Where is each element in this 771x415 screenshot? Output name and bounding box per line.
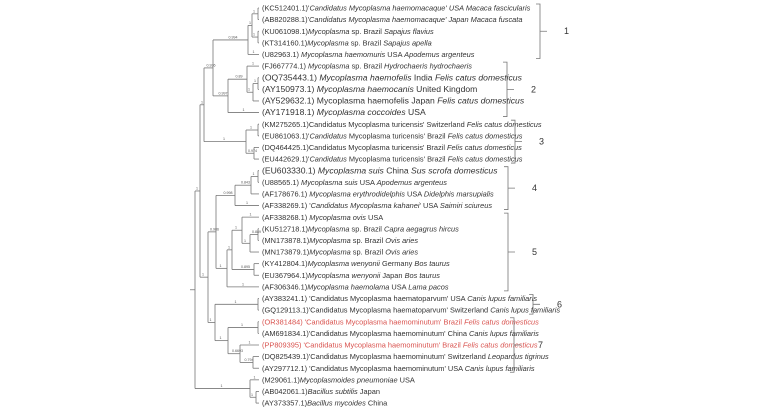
taxon-name-part: Mycoplasma haemofelis <box>316 72 412 83</box>
taxon-label <box>262 259 450 268</box>
taxon-name-part: Canis lupus familiaris <box>464 363 535 373</box>
support-value: 0.936 <box>206 63 216 68</box>
taxon-name-part: 'Candidatus Mycoplasma haematoparvum' Switzerland <box>308 305 491 315</box>
taxon-label <box>262 131 523 140</box>
taxon-name-part: Bacillus mycoides <box>307 398 366 408</box>
support-value: 0.89 <box>235 74 243 79</box>
accession: (AF178676.1) <box>262 189 308 199</box>
taxon-label <box>262 352 549 361</box>
taxon-name-part: 'Candidatus Mycoplasma haemominutum' Switzerland <box>308 352 488 362</box>
taxon-label <box>262 341 538 350</box>
taxon-name-part: China <box>383 165 412 176</box>
taxon-label <box>262 178 447 187</box>
taxon-name-part: Leopardus tigrinus <box>487 352 549 362</box>
taxon-name-part: Mycoplasma <box>309 247 351 257</box>
taxon-label <box>262 317 539 326</box>
taxon-name-part: Hydrochaeris hydrochaeris <box>384 61 472 71</box>
clade-label: 3 <box>539 136 545 147</box>
accession: (AY529632.1) <box>262 95 315 106</box>
taxon-name-part: Mycoplasma haemolama <box>307 282 390 292</box>
support-value: 1 <box>248 87 250 92</box>
taxon-name-part: sp. Brazil <box>349 224 384 234</box>
support-value: 1 <box>209 317 212 322</box>
taxon-label <box>262 155 523 164</box>
clade-label: 7 <box>538 339 544 350</box>
support-value: 1 <box>244 238 246 243</box>
clade-label: 1 <box>564 26 570 37</box>
taxon-name-part: Sapajus flavius <box>384 26 434 36</box>
taxon-label <box>262 62 472 71</box>
taxon-label <box>262 72 523 82</box>
taxon-name-part: USA <box>404 189 424 199</box>
taxon-label <box>262 329 539 338</box>
support-value: 1 <box>249 212 252 217</box>
accession: (OQ735443.1) <box>262 72 317 83</box>
accession: (DQ464425.1) <box>262 143 309 153</box>
taxon-name-part: Mycoplasma <box>309 236 351 245</box>
taxon-label <box>262 271 440 280</box>
taxon-name-part: Candidatus <box>309 3 347 13</box>
taxon-label <box>262 201 492 210</box>
taxon-label <box>262 294 537 303</box>
taxon-name-part: Saimiri sciureus <box>439 201 493 211</box>
taxon-label <box>262 107 426 117</box>
accession: (KU512718.1) <box>262 224 309 234</box>
taxon-label <box>262 236 418 245</box>
taxon-name-part: Sus scrofa domesticus <box>411 165 498 176</box>
taxon-name-part: Canis lupus familiaris <box>467 294 538 304</box>
accession: (KY412804.1) <box>262 259 308 269</box>
taxon-label <box>262 375 415 384</box>
taxon-label <box>262 15 522 24</box>
taxon-name-part: Felis catus domesticus <box>466 119 542 129</box>
support-value: 1 <box>223 137 225 142</box>
taxon-name-part: Bos taurus <box>414 259 450 269</box>
accession: (KU061098.1) <box>262 26 309 36</box>
taxon-label <box>262 387 380 396</box>
accession: (FJ667774.1) <box>262 61 306 71</box>
taxon-name-part: Felis catus domesticus <box>462 340 538 350</box>
taxon-name-part: Macaca fascicularis <box>465 3 531 13</box>
taxon-name-part: Sapajus apella <box>383 38 432 48</box>
taxon-name-part: sp. Brazil <box>349 26 384 36</box>
support-value: 0.994 <box>228 35 238 40</box>
support-value: 1 <box>219 336 222 341</box>
support-value: 1 <box>249 20 251 25</box>
taxon-name-part: Mycoplasma suis <box>315 165 384 176</box>
support-value: 0.843 <box>241 180 250 185</box>
taxon-name-part: ' USA <box>419 201 440 211</box>
taxon-name-part: Capra aegagrus hircus <box>384 224 459 234</box>
taxon-name-part: ' <box>307 201 311 211</box>
support-value: 1 <box>251 392 253 397</box>
support-value: 1 <box>201 100 203 105</box>
accession: (U82963.1) <box>262 50 299 60</box>
taxon-name-part: ' <box>308 131 310 141</box>
accession: (EU442629.1) <box>262 154 309 164</box>
taxon-name-part: China <box>365 398 388 408</box>
support-value: 1 <box>242 108 245 113</box>
accession: (AY171918.1) <box>262 107 315 118</box>
support-value: 0.986 <box>210 227 219 232</box>
taxon-label <box>262 50 475 59</box>
support-value: 1 <box>234 299 237 304</box>
clade-label: 4 <box>532 183 538 194</box>
support-value: 0.895 <box>241 264 250 269</box>
taxon-label <box>262 120 542 129</box>
taxon-name-part: Candidatus Mycoplasma turicensis' Brazil <box>308 143 448 153</box>
accession: (PP809395) <box>262 340 302 350</box>
clade-label: 6 <box>557 299 563 310</box>
taxon-name-part: Felis catus domesticus <box>437 95 525 106</box>
accession: (DQ825439.1) <box>262 352 309 362</box>
taxon-name-part: ' <box>308 154 310 164</box>
taxon-name-part: Mycoplasma wenyonii <box>308 270 381 280</box>
taxon-name-part: ' <box>308 3 310 13</box>
clade-bracket <box>504 213 515 291</box>
taxon-name-part: sp. Brazil <box>350 236 386 245</box>
support-value: 1 <box>196 186 198 191</box>
taxon-name-part: sp. Brazil <box>350 247 386 257</box>
taxon-name-part: Mycoplasma turicensis' Brazil <box>346 154 448 164</box>
accession: (AY373357.1) <box>262 398 308 408</box>
taxon-name-part: Mycoplasma <box>307 38 349 48</box>
taxon-name-part: Germany <box>379 259 415 269</box>
taxon-name-part: sp. Brazil <box>349 61 385 71</box>
taxon-name-part: India <box>411 72 435 83</box>
taxon-name-part: Bacillus subtilis <box>307 387 358 397</box>
taxon-name-part: USA <box>397 375 415 385</box>
taxon-name-part: Canis lupus familiaris <box>490 305 561 315</box>
support-value: 1 <box>219 263 222 268</box>
taxon-name-part: Candidatus <box>309 15 347 25</box>
support-value: 1 <box>242 282 244 287</box>
taxon-name-part: Felis catus domesticus <box>447 131 523 141</box>
taxon-name-part: 'Candidatus Mycoplasma haemominutum' China <box>308 328 469 338</box>
accession: (MN173878.1) <box>262 236 310 245</box>
accession: (KC512401.1) <box>262 3 309 13</box>
taxon-name-part: Apodemus argenteus <box>376 177 447 187</box>
taxon-name-part: sp. Brazil <box>348 38 384 48</box>
clade-bracket <box>536 4 547 58</box>
support-value: 1 <box>202 272 204 277</box>
support-value: 1 <box>252 171 255 176</box>
taxon-name-part: Ovis aries <box>385 236 419 245</box>
accession: (M29061.1) <box>262 375 300 385</box>
taxon-name-part: Felis catus domesticus <box>447 154 523 164</box>
support-value: 0.997 <box>218 91 228 96</box>
taxon-name-part: Ovis aries <box>385 247 419 257</box>
taxon-label <box>262 27 434 36</box>
accession: (AM691834.1) <box>262 328 309 338</box>
accession: (EU603330.1) <box>262 165 316 176</box>
taxon-name-part: Japan <box>380 270 405 280</box>
taxon-name-part: Felis catus domesticus <box>464 317 539 327</box>
accession: (KM275265.1) <box>262 119 309 129</box>
clade-bracket <box>504 167 515 210</box>
taxon-label <box>262 190 494 199</box>
support-value: 0.794 <box>244 357 254 362</box>
support-value: 0.974 <box>248 148 257 153</box>
taxon-label <box>262 38 432 47</box>
taxon-name-part: Mycoplasma haemocanis <box>314 83 414 94</box>
taxon-name-part: Macaca fuscata <box>470 15 523 25</box>
accession: (EU861063.1) <box>262 131 309 141</box>
taxon-name-part: USA <box>365 212 384 222</box>
taxon-label <box>262 84 477 94</box>
taxon-name-part: USA <box>389 282 409 292</box>
taxon-name-part: Felis catus domesticus <box>447 143 522 153</box>
accession: (AF338269.1) <box>262 201 308 211</box>
taxon-name-part: USA <box>405 107 426 118</box>
taxon-label <box>262 282 449 291</box>
clade-label: 5 <box>532 247 538 258</box>
accession: (U88565.1) <box>262 177 299 187</box>
accession: (KT314160.1) <box>262 38 308 48</box>
support-value: 1 <box>253 32 255 37</box>
accession: (AB820288.1) <box>262 15 308 25</box>
accession: (AB042061.1) <box>262 387 308 397</box>
taxon-name-part: 'Candidatus Mycoplasma haemominutum' Brazil <box>301 340 463 350</box>
taxon-label <box>262 364 535 373</box>
clade-label: 2 <box>531 84 537 95</box>
taxon-name-part: Didelphis marsupialis <box>423 189 494 199</box>
taxon-name-part: 'Candidatus Mycoplasma haemominutum' Brazil <box>302 317 465 327</box>
accession: (AY297712.1) <box>262 363 308 373</box>
taxon-name-part: Candidatus <box>309 154 347 164</box>
taxon-label <box>262 399 388 408</box>
taxon-name-part: Apodemus argenteus <box>404 50 475 60</box>
support-value: 1 <box>253 9 255 14</box>
taxon-name-part: Lama pacos <box>408 282 449 292</box>
accession: (EU367964.1) <box>262 270 309 280</box>
taxon-name-part: Japan <box>408 95 438 106</box>
accession: (AY150973.1) <box>262 83 315 94</box>
taxon-name-part: Mycoplasma ovis <box>307 212 366 222</box>
accession: (MN173879.1) <box>262 247 310 257</box>
support-value: 1 <box>246 201 248 206</box>
taxon-label <box>262 224 459 233</box>
taxon-name-part: 'Candidatus Mycoplasma haematoparvum' USA <box>307 294 468 304</box>
accession: (AF306346.1) <box>262 282 308 292</box>
accession: (GQ129113.1) <box>262 305 309 315</box>
taxon-name-part: Felis catus domesticus <box>434 72 522 83</box>
taxon-name-part: Mycoplasma <box>308 26 350 36</box>
accession: (AY383241.1) <box>262 294 308 304</box>
taxon-name-part: Mycoplasma erythrodidelphis <box>307 189 405 199</box>
taxon-name-part: Candidatus <box>309 131 347 141</box>
taxon-name-part: Canis lupus familiaris <box>469 328 539 338</box>
support-value: 0.998 <box>223 190 233 195</box>
taxon-label <box>262 165 498 175</box>
taxon-name-part: Candidatus Mycoplasma turicensis' Switzerland <box>308 119 467 129</box>
taxon-label <box>262 143 522 152</box>
taxon-name-part: Mycoplasma wenyonii <box>307 259 380 269</box>
taxon-name-part: USA <box>385 50 405 60</box>
support-value: 0.6693 <box>232 349 243 354</box>
support-value: 1 <box>228 245 230 250</box>
support-value: 1 <box>220 384 223 389</box>
support-value: 1 <box>252 49 255 54</box>
taxon-name-part: Mycoplasma haemomacaque' Japan <box>346 15 471 25</box>
support-value: 1 <box>250 125 252 130</box>
taxon-name-part: Mycoplasma coccoides <box>314 107 406 118</box>
taxon-name-part: Japan <box>357 387 380 397</box>
taxon-name-part: Mycoplasma <box>308 224 350 234</box>
taxon-name-part: Mycoplasma haemomuris <box>298 50 386 60</box>
taxon-label <box>262 248 418 257</box>
taxon-name-part: Mycoplasmoides pneumoniae <box>299 375 398 385</box>
taxon-name-part: Mycoplasma haemofelis <box>314 95 409 106</box>
support-value: 1 <box>252 61 254 66</box>
taxon-label <box>262 306 560 315</box>
taxon-label <box>262 213 383 222</box>
taxon-name-part: USA <box>357 177 377 187</box>
taxon-name-part: Mycoplasma suis <box>298 177 358 187</box>
support-value: 1 <box>253 375 256 380</box>
accession: (AF338268.1) <box>262 212 308 222</box>
taxon-name-part: ' <box>307 15 310 25</box>
support-value: 1 <box>241 323 243 328</box>
taxon-name-part: Mycoplasma haemomacaque' USA <box>346 3 466 13</box>
taxon-name-part: Mycoplasma <box>305 61 350 71</box>
taxon-name-part: Candidatus Mycoplasma kahanei <box>310 201 420 211</box>
taxon-name-part: United Kingdom <box>413 83 478 94</box>
accession: (OR381484) <box>262 317 303 327</box>
support-value: 1 <box>254 79 256 84</box>
taxon-name-part: 'Candidatus Mycoplasma haemominutum' USA <box>307 363 465 373</box>
support-value: 0.889 <box>252 230 261 235</box>
taxon-name-part: Bos taurus <box>404 270 440 280</box>
clade-bracket <box>503 62 514 116</box>
taxon-name-part: Mycoplasma turicensis' Brazil <box>346 131 448 141</box>
taxon-label <box>262 96 525 106</box>
support-value: 1 <box>235 225 237 230</box>
support-value: 1 <box>248 340 251 345</box>
taxon-label <box>262 4 531 13</box>
